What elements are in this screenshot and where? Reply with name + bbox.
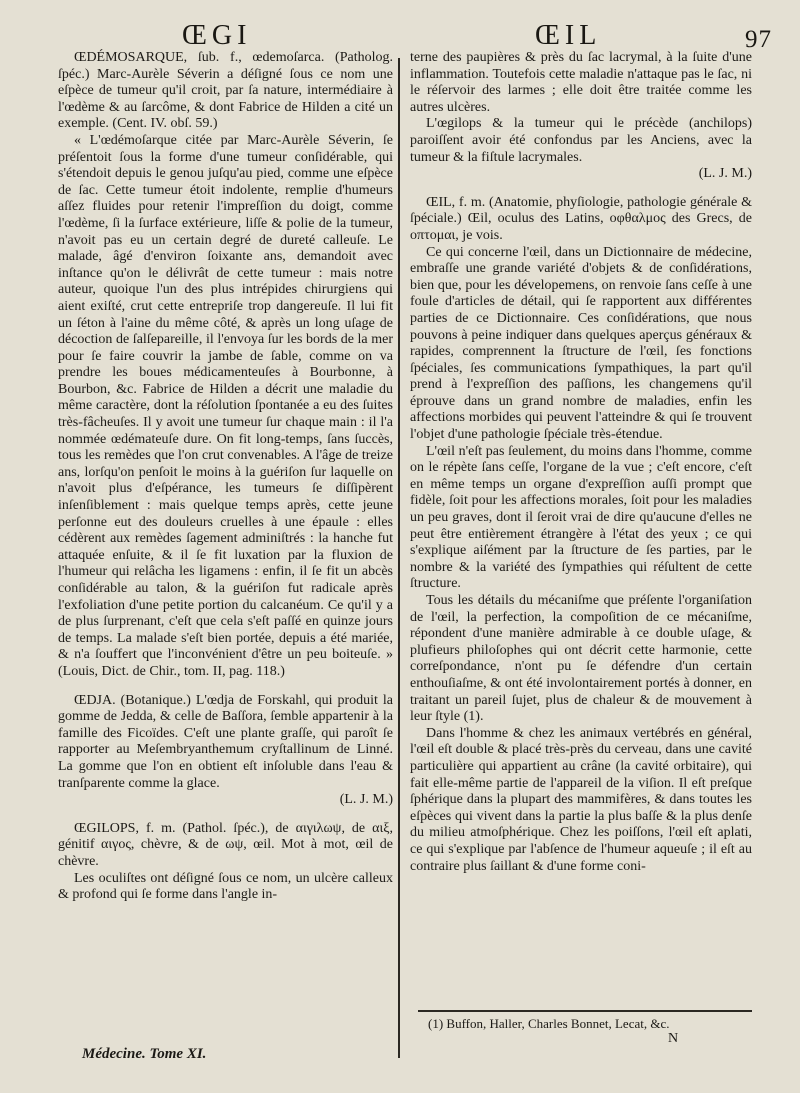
entry-paragraph: L'œgilops & la tumeur qui le précède (anchilops) paroiſſent avoir été confondus par les Anciens, avec la tumeur & la fiſtule lacrymales. (410, 116, 752, 165)
entry-paragraph: ŒGILOPS, f. m. (Pathol. ſpéc.), de αιγιλωψ, de αιξ, génitif αιγος, chèvre, & de ωψ, œil. Mot à mot, œil de chèvre. (58, 820, 393, 869)
left-column (58, 50, 393, 904)
entry-paragraph: terne des paupières & près du ſac lacrymal, à la ſuite d'une inflammation. Toutefois cette maladie n'attaque pas le ſac, ni le réſervoir des larmes ; elle doit être traitée comme les autres ulcères. (410, 50, 752, 115)
column-divider (398, 58, 400, 1058)
entry-paragraph: ŒIL, f. m. (Anatomie, phyſiologie, pathologie générale & ſpéciale.) Œil, oculus des Latins, οφθαλμος des Grecs, de οπτομαι, je vois. (410, 194, 752, 243)
page-number: 97 (745, 26, 772, 53)
entry-signature: (L. J. M.) (698, 166, 752, 182)
entry-paragraph: « L'œdémoſarque citée par Marc-Aurèle Séverin, ſe préſentoit ſous la forme d'une tumeur conſidérable, qui s'étendoit depuis le genou juſqu'au pied, comme une eſpèce de ſac. Cette tumeur étoit indolente, remplie d'humeurs aſſez fluides pour retenir l'impreſſion du doigt, comme l'œdème, ſi la ſurface extérieure, liſſe & polie de la tumeur, n'avoit pas eu un certain degré de dureté calleuſe. Le malade, âgé d'environ ſoixante ans, demandoit avec inſtance qu'on le délivrât de cette tumeur : mais notre auteur, quoique l'un des plus intrépides chirurgiens qui aient exiſté, crut cette entrepriſe trop dangereuſe. Il lui fit un ſéton à l'aine du même côté, & après un long uſage de décoction de ſalſepareille, il l'envoya ſur les bords de la mer pour ſe faire couvrir la jambe de ſable, comme on va prendre les boues médicamenteuſes à Bourbonne, à Bourbon, &c. Fabrice de Hilden a décrit une maladie du même caractère, dont la réſolution ſpontanée a eu des ſuites très-fâcheuſes. Il y avoit une tumeur ſur chaque main : il l'a nommée œdémateuſe dure. On fit long-temps, ſans ſuccès, tous les remèdes que l'on crut convenables. A l'âge de treize ans, lorſqu'on penſoit le moins à la guériſon ſur laquelle on n'avoit plus d'eſpérance, les tumeurs ſe diſſipèrent inſenſiblement : mais quelque temps après, cette jeune perſonne eut des douleurs cruelles à une épaule : elles cédèrent aux remèdes ſagement adminiſtrés : la hanche fut attaquée enſuite, & il ſe fit luxation par la fluxion de l'humeur qui relâcha les ligamens : enfin, il ſe fit un abcès conſidérable au talon, & la guériſon fut radicale après l'exfoliation d'une petite portion du calcanéum. Ce qu'il y a de plus ſurprenant, c'eſt que cela s'eſt paſſé en quinze jours de temps. La malade s'eſt bien portée, depuis a été mariée, & n'a ſouffert que l'inconvénient d'être un peu boiteuſe. » (Louis, Dict. de Chir., tom. II, pag. 118.) (58, 132, 393, 679)
entry-paragraph: Les oculiſtes ont déſigné ſous ce nom, un ulcère calleux & profond qui ſe forme dans l'angle in- (58, 870, 393, 903)
volume-footer: Médecine. Tome XI. (82, 1046, 207, 1062)
signature-mark: N (668, 1031, 679, 1046)
dictionary-entry (58, 50, 393, 681)
entry-paragraph: Ce qui concerne l'œil, dans un Dictionnaire de médecine, embraſſe une grande variété d'objets & de conſidérations, bien que, pour les dévelopemens, on renvoie ſans ceſſe à une foule d'articles de détail, qui ſe rapportent aux différentes parties de ce Dictionnaire. Ces conſidérations, que nous pouvons à peine indiquer dans quelques aperçus généraux & rapides, comprennent la ſtructure de l'œil, ſes fonctions ſpéciales, ſes communications ſympathiques, la part qu'il prend à l'expreſſion des paſſions, les changemens qu'il éprouve dans un grand nombre de maladies, enfin les affections morbides qui peuvent l'atteindre & qui ſe trouvent l'objet d'une pathologie ſpéciale très-étendue. (410, 244, 752, 443)
dictionary-entry (58, 821, 393, 904)
right-column (410, 50, 752, 875)
entry-paragraph: ŒDÉMOSARQUE, ſub. f., œdemoſarca. (Patholog. ſpéc.) Marc-Aurèle Séverin a déſigné ſous ce nom une eſpèce de tumeur qu'il croit, par ſa nature, intermédiaire à l'œdème & au ſarcôme, & dont Fabrice de Hilden a cité un exemple. (Cent. IV. obſ. 59.) (58, 50, 393, 132)
entry-paragraph: Dans l'homme & chez les animaux vertébrés en général, l'œil eſt double & placé très-près du cerveau, dans une cavité particulière qui appartient au crâne (la cavité orbitaire), qui fait elle-même partie de l'appareil de la viſion. Il eſt preſque ſphérique dans la plupart des mammifères, & dans toutes les eſpèces qui vivent dans la partie la plus baſſe & la plus denſe du milieu atmoſphérique. Chez les poiſſons, l'œil eſt aplati, ce qui s'explique par l'abſence de l'humeur aqueuſe ; il eſt au contraire plus ſaillant & d'une forme coni- (410, 725, 752, 874)
footnote-rule (418, 1010, 752, 1012)
entry-paragraph: ŒDJA. (Botanique.) L'œdja de Forskahl, qui produit la gomme de Jedda, & celle de Baſſora, ſemble appartenir à la famille des Ficoïdes. C'eſt une plante graſſe, qui paroît ſe rapporter au Meſembryanthemum cryſtallinum de Linné. La gomme que l'on en obtient eſt inſoluble dans l'eau & tranſparente comme la glace. (58, 692, 393, 791)
dictionary-entry (410, 195, 752, 875)
entry-paragraph: Tous les détails du mécaniſme que préſente l'organiſation de l'œil, la perfection, la compoſition de ce mécaniſme, répondent d'une manière admirable à ce double uſage, & plufieurs philoſophes qui ont décrit cette harmonie, cette correſpondance, n'ont pu ſe défendre d'un certain enthouſiaſme, & ont été involontairement portés à donner, en traitant un pareil ſujet, plus de chaleur & de mouvement à leur ſtyle (1). (410, 593, 752, 725)
header-left: ŒGI (182, 20, 252, 51)
header-right: ŒIL (535, 20, 602, 51)
entry-signature: (L. J. M.) (339, 792, 393, 808)
dictionary-entry (58, 693, 393, 809)
footnote: (1) Buffon, Haller, Charles Bonnet, Lecat, &c. (428, 1016, 670, 1031)
dictionary-entry (410, 50, 752, 183)
entry-paragraph: L'œil n'eſt pas ſeulement, du moins dans l'homme, comme on le répète ſans ceſſe, l'organe de la vue ; c'eſt encore, c'eſt en même temps un organe d'expreſſion auſſi prompt que fidèle, ſoit pour les affections morales, ſoit pour les maladies un peu graves, dont il ſeroit vrai de dire qu'aucune d'elles ne peut être entièrement étrangère à l'état des yeux ; ce qui s'explique aiſément par la ſtructure de ſes parties, par le nombre & la variété des ſympathies qui réſultent de cette ſtructure. (410, 443, 752, 592)
